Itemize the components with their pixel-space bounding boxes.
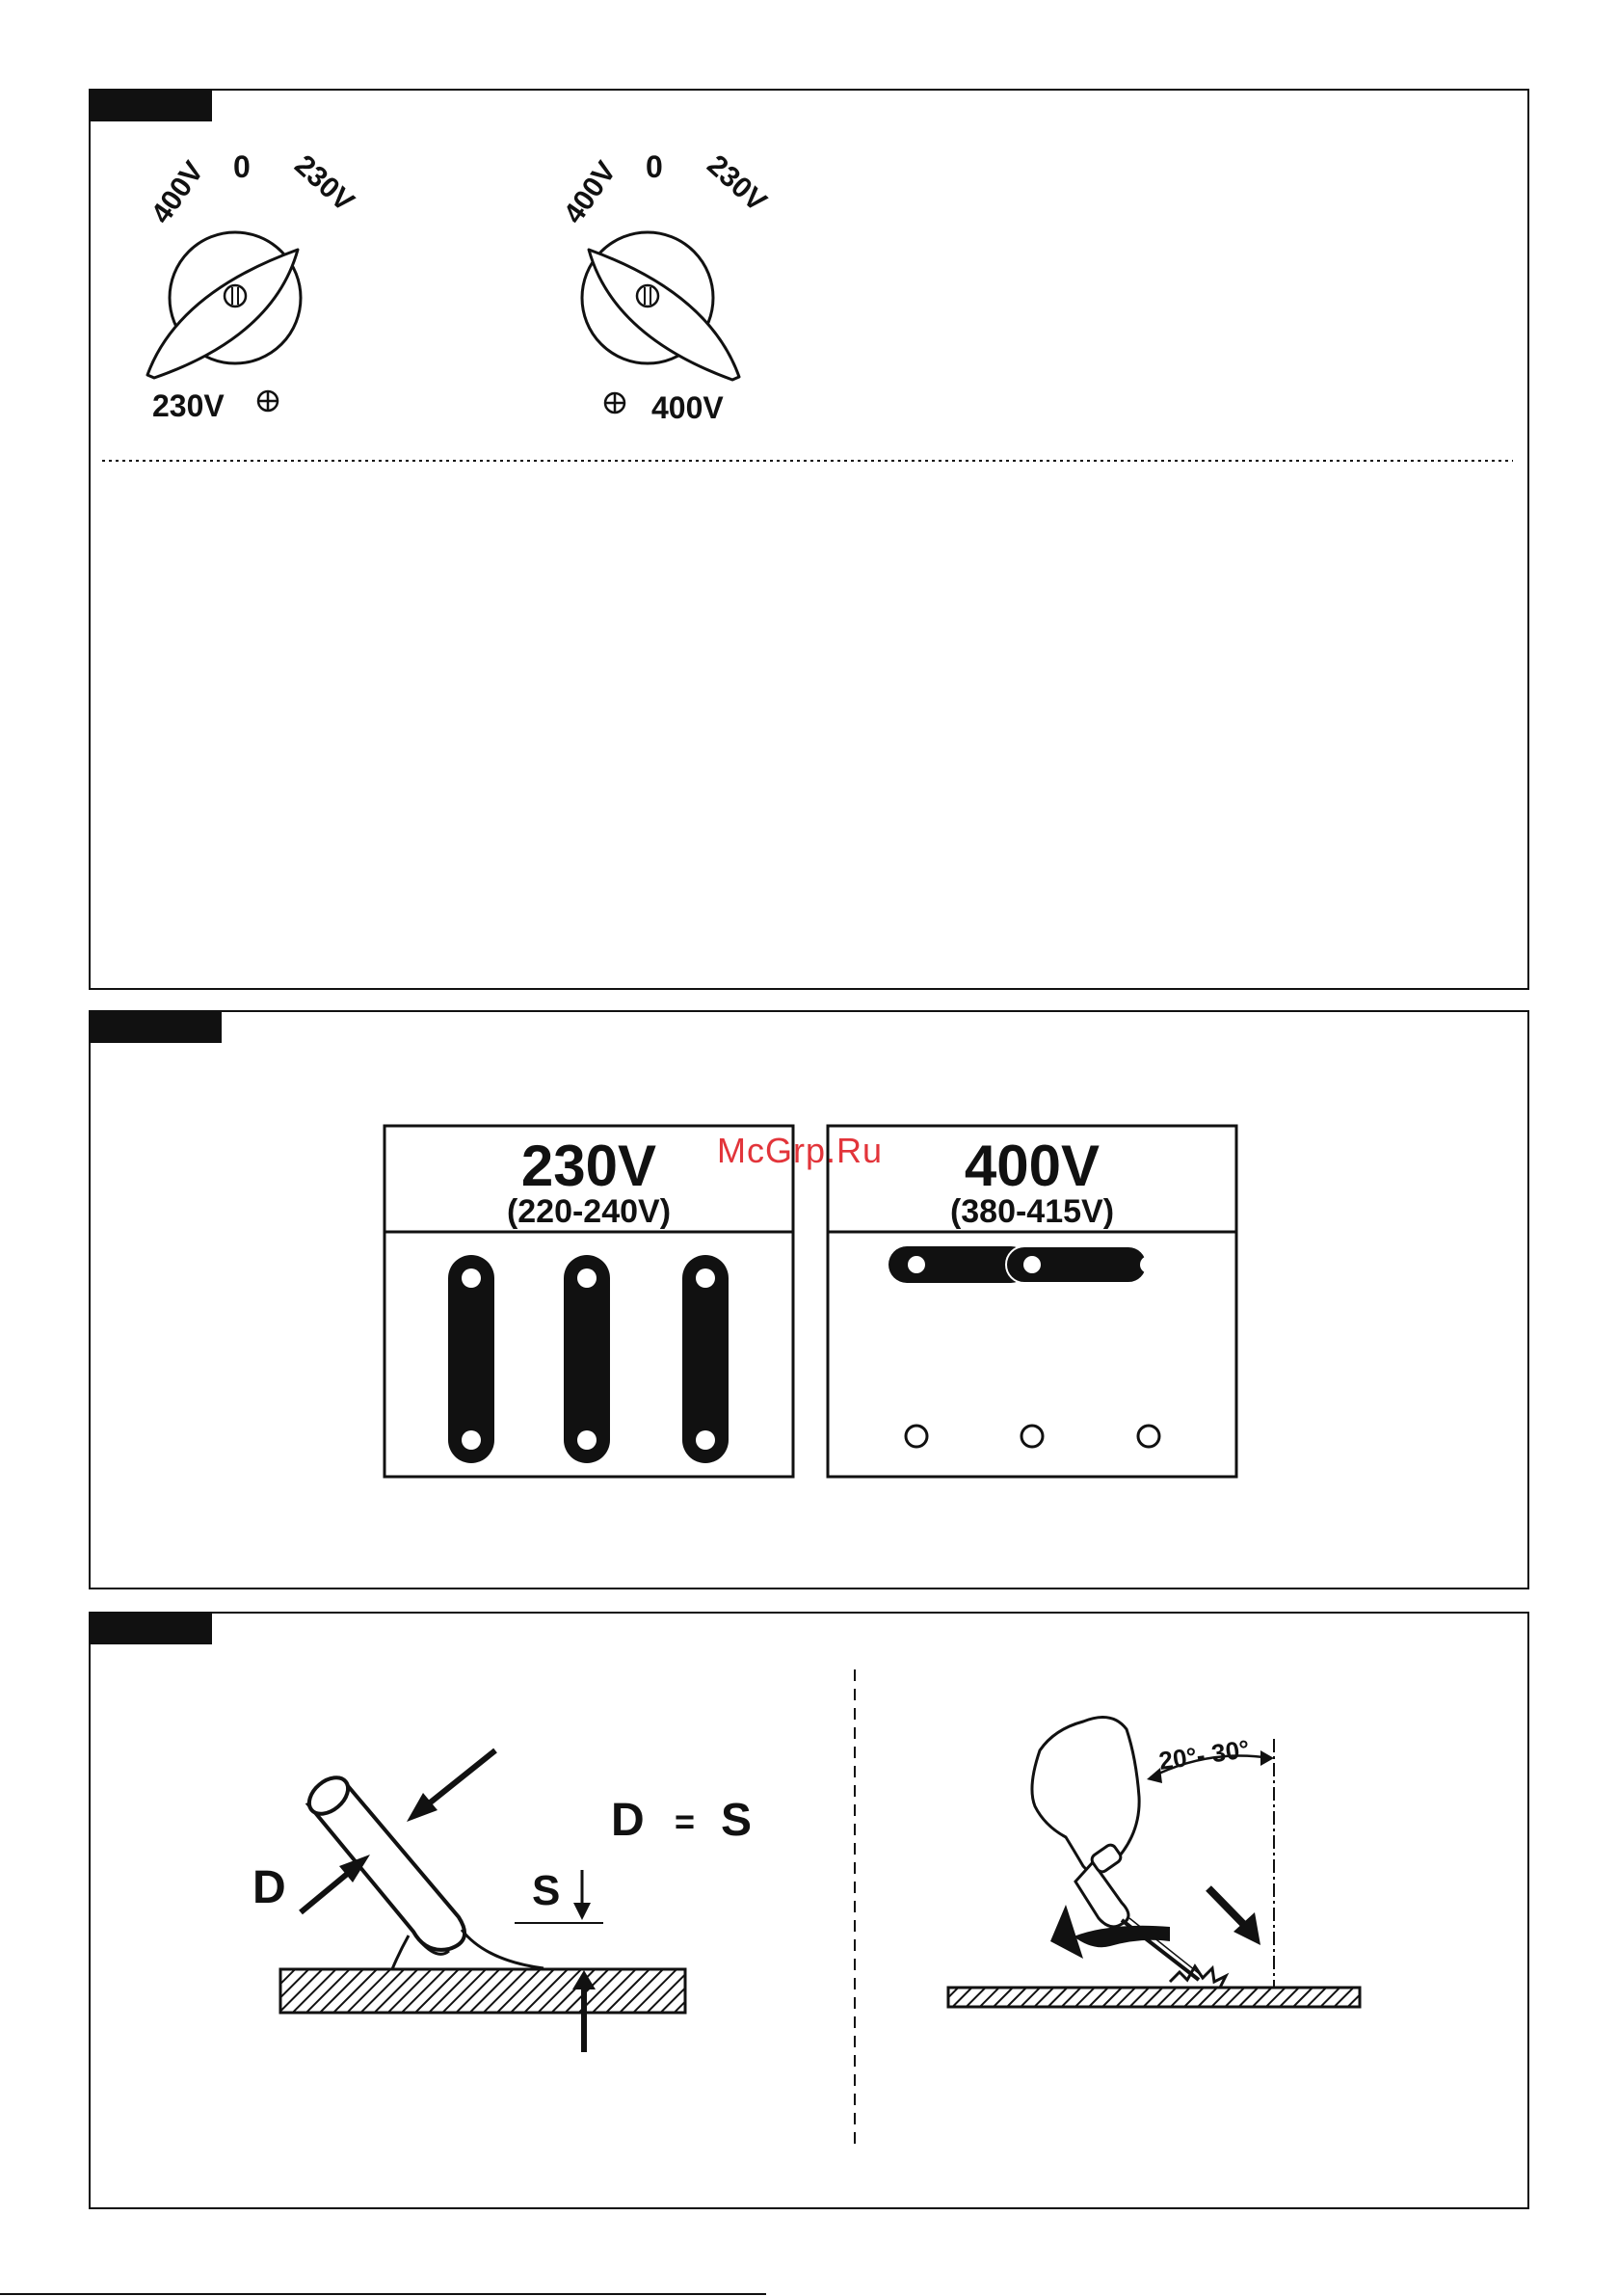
switch-left-label-0: 0 bbox=[233, 149, 251, 184]
block-400v-range: (380-415V) bbox=[949, 1193, 1115, 1230]
vertical-bridge-links bbox=[448, 1255, 729, 1463]
switch-right-label-0: 0 bbox=[646, 149, 663, 184]
block-230v-range: (220-240V) bbox=[506, 1193, 672, 1230]
terminal-block-400v bbox=[828, 1126, 1236, 1477]
block-400v-voltage: 400V bbox=[964, 1134, 1101, 1198]
arrow-d-right-icon bbox=[407, 1750, 495, 1822]
footer-rule bbox=[0, 2293, 766, 2295]
terminal-block-illustration bbox=[91, 1012, 1527, 1588]
switch-left-label-400v: 400V bbox=[145, 155, 210, 230]
hand-holder-icon bbox=[1032, 1718, 1139, 1927]
switch-left-screw-icon bbox=[225, 285, 246, 307]
panel-terminal-wiring bbox=[89, 1010, 1529, 1589]
switch-left-label-230v: 230V bbox=[288, 148, 360, 219]
switch-right-label-230v: 230V bbox=[701, 148, 773, 219]
panel-voltage-switch bbox=[89, 89, 1529, 990]
label-s: S bbox=[532, 1867, 561, 1914]
earth-ground-icon bbox=[605, 393, 624, 413]
panel-tab bbox=[89, 89, 212, 121]
rotary-switch-left bbox=[146, 149, 360, 423]
switch-right-screw-icon bbox=[637, 285, 658, 307]
formula-lhs: D bbox=[611, 1795, 645, 1846]
horizontal-bridge-links bbox=[889, 1246, 1157, 1283]
switch-right-selected-label: 400V bbox=[651, 390, 724, 425]
formula-rhs: S bbox=[721, 1795, 753, 1846]
panel-electrode-welding bbox=[89, 1612, 1529, 2209]
switch-left-knob bbox=[147, 250, 298, 378]
electrode-diameter-diagram bbox=[252, 1750, 752, 2052]
base-plate bbox=[280, 1969, 685, 2013]
block-230v-voltage: 230V bbox=[520, 1134, 657, 1198]
voltage-switch-illustration bbox=[91, 91, 1527, 988]
welding-illustration bbox=[91, 1614, 1527, 2207]
label-d: D bbox=[252, 1862, 286, 1913]
switch-left-selected-label: 230V bbox=[152, 388, 225, 423]
arrow-d-left-icon bbox=[301, 1855, 370, 1912]
travel-direction-arrow-icon bbox=[1208, 1888, 1260, 1945]
terminal-block-230v bbox=[385, 1126, 793, 1477]
electrode-angle-diagram bbox=[948, 1718, 1360, 2008]
rotary-switch-right bbox=[558, 149, 773, 425]
panel-tab bbox=[89, 1010, 222, 1043]
earth-ground-icon bbox=[258, 391, 278, 411]
formula-eq: = bbox=[675, 1802, 696, 1841]
angle-label: 20°- 30° bbox=[1156, 1734, 1252, 1775]
switch-right-label-400v: 400V bbox=[557, 155, 623, 230]
watermark: McGrp.Ru bbox=[717, 1131, 884, 1170]
work-plate bbox=[948, 1988, 1360, 2007]
panel-tab bbox=[89, 1612, 212, 1644]
